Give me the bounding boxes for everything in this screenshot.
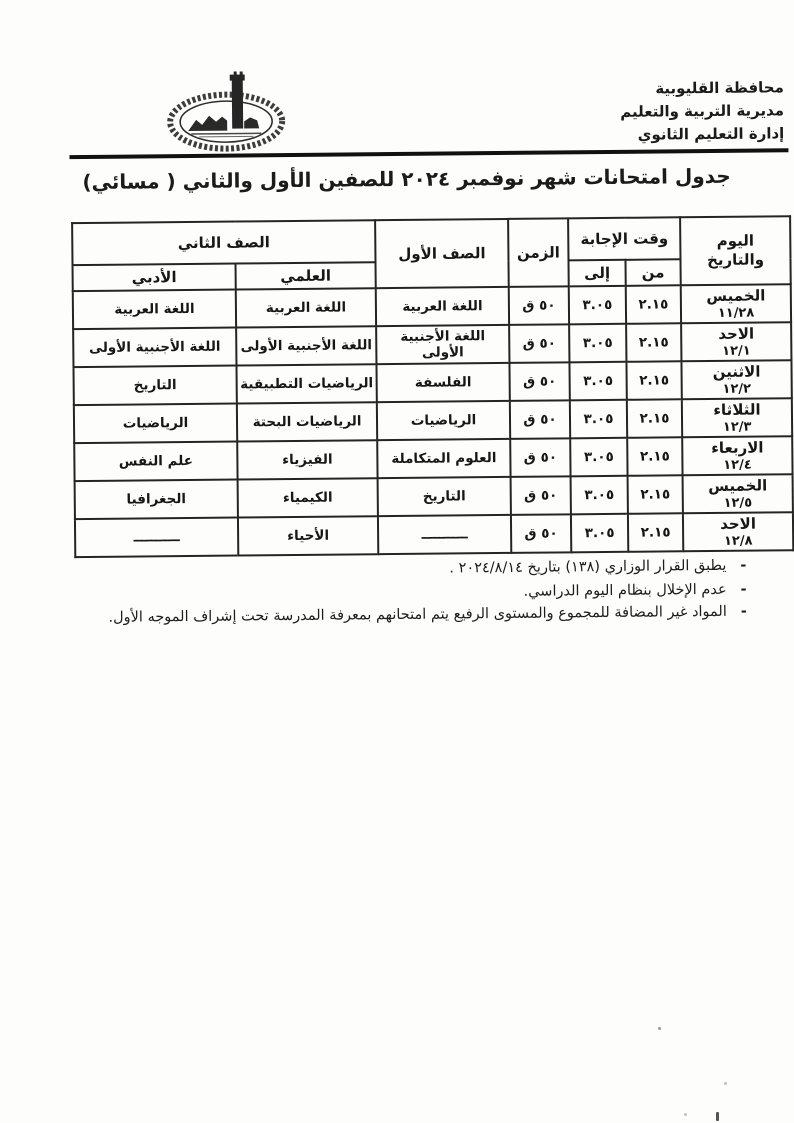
cell-subject-grade1: الرياضيات [377, 401, 510, 440]
cell-subject-scientific: الفيزياء [237, 440, 377, 479]
cell-subject-literary: اللغة العربية [73, 290, 236, 330]
cell-day-date [681, 360, 791, 399]
note-line [44, 556, 746, 583]
cell-time-to: ٣.٠٥ [570, 438, 627, 477]
cell-time-from: ٢.١٥ [626, 285, 681, 324]
col-header-literary: الأدبي [73, 264, 236, 292]
cell-subject-literary: علم النفس [74, 442, 237, 482]
cell-subject-grade1: اللغة العربية [376, 287, 509, 326]
cell-duration: ٥٠ ق [509, 324, 569, 363]
col-header-scientific: العلمي [236, 262, 376, 289]
emblem-graphic [161, 69, 294, 156]
cell-day-date [681, 322, 791, 361]
day-date: ١٢/٥ [723, 495, 753, 511]
table-row [75, 512, 793, 557]
cell-duration: ٥٠ ق [509, 362, 569, 401]
org-line-directorate: مديرية التربية والتعليم [620, 101, 785, 121]
scan-speck [716, 1112, 719, 1121]
day-name: الاربعاء [711, 437, 764, 457]
org-line-governorate: محافظة القليوبية [655, 78, 784, 98]
cell-subject-grade1-empty: ــــــــــ [378, 515, 511, 554]
cell-subject-grade1: التاريخ [378, 477, 511, 516]
cell-subject-scientific: الرياضيات البحتة [237, 402, 377, 441]
cell-subject-scientific: اللغة الأجنبية الأولى [236, 326, 376, 365]
note-dash: - [740, 581, 747, 598]
footer-notes [44, 556, 747, 631]
cell-time-from: ٢.١٥ [626, 361, 681, 400]
cell-subject-literary: الجغرافيا [75, 480, 238, 520]
day-name: الخميس [706, 285, 766, 305]
cell-duration: ٥٠ ق [511, 514, 571, 553]
governorate-emblem-icon [161, 69, 294, 156]
note-line [45, 602, 747, 629]
day-date: ١٢/٤ [723, 457, 752, 473]
document-title: جدول امتحانات شهر نوفمبر ٢٠٢٤ للصفين الأول والثاني ( مسائي) [82, 163, 731, 195]
cell-time-to: ٣.٠٥ [570, 400, 627, 439]
day-name: الثلاثاء [713, 400, 761, 419]
note-text-decree: يطبق القرار الوزاري (١٣٨) بتاريخ ٢٠٢٤/٨/١٤ . [449, 557, 727, 577]
cell-duration: ٥٠ ق [509, 286, 569, 325]
day-date: ١١/٢٨ [717, 305, 755, 321]
cell-subject-scientific: الرياضيات التطبيقية [236, 364, 376, 403]
day-name: الاحد [718, 324, 755, 343]
cell-subject-grade1: الفلسفة [376, 363, 509, 402]
note-text-school-day: عدم الإخلال بنظام اليوم الدراسي. [523, 581, 727, 600]
cell-subject-scientific: الأحياء [238, 516, 378, 555]
cell-time-to: ٣.٠٥ [571, 514, 628, 553]
org-line-administration: إدارة التعليم الثانوي [637, 124, 785, 144]
col-header-grade2: الصف الثاني [72, 220, 375, 265]
day-name: الاحد [720, 514, 757, 533]
cell-time-from: ٢.١٥ [627, 437, 682, 476]
cell-subject-grade1: اللغة الأجنبية الأولى [376, 325, 509, 364]
cell-subject-scientific: الكيمياء [238, 478, 378, 517]
cell-subject-grade1: العلوم المتكاملة [377, 439, 510, 478]
cell-time-to: ٣.٠٥ [571, 476, 628, 515]
day-name: الاثنين [712, 362, 761, 381]
note-dash: - [740, 557, 747, 574]
cell-duration: ٥٠ ق [510, 438, 570, 477]
cell-subject-literary: الرياضيات [74, 404, 237, 444]
day-date: ١٢/٣ [722, 419, 752, 435]
cell-day-date [683, 512, 793, 551]
cell-day-date [682, 398, 792, 437]
cell-subject-literary: التاريخ [73, 366, 236, 406]
exam-schedule-table [71, 215, 794, 558]
scan-speck [724, 1082, 727, 1085]
cell-subject-scientific: اللغة العربية [236, 288, 376, 327]
col-header-to: إلى [569, 260, 626, 287]
cell-day-date [682, 436, 792, 475]
cell-subject-literary-empty: ــــــــــ [75, 518, 238, 558]
cell-time-from: ٢.١٥ [628, 475, 683, 514]
col-header-duration: الزمن [508, 218, 569, 287]
cell-duration: ٥٠ ق [510, 400, 570, 439]
cell-day-date [683, 474, 793, 513]
scan-speck [684, 1113, 687, 1116]
org-header-block [620, 76, 785, 147]
col-header-from: من [626, 259, 681, 286]
day-date: ١٢/١ [722, 343, 751, 359]
cell-time-to: ٣.٠٥ [569, 362, 626, 401]
day-date: ١٢/٨ [723, 533, 753, 549]
cell-subject-literary: اللغة الأجنبية الأولى [73, 328, 236, 368]
scan-speck [658, 1027, 661, 1030]
col-header-day-date [680, 216, 791, 285]
note-text-extra-subjects: المواد غير المضافة للمجموع والمستوى الرفيع يتم امتحانهم بمعرفة المدرسة تحت إشراف الموجه الأول. [108, 603, 727, 626]
note-dash: - [740, 603, 747, 620]
cell-day-date [681, 284, 791, 323]
col-header-grade1: الصف الأول [375, 219, 509, 288]
cell-time-from: ٢.١٥ [628, 513, 683, 552]
col-header-day-date-label: اليوم والتاريخ [706, 231, 765, 270]
cell-time-to: ٣.٠٥ [569, 324, 626, 363]
cell-duration: ٥٠ ق [511, 476, 571, 515]
day-date: ١٢/٢ [722, 381, 752, 397]
cell-time-to: ٣.٠٥ [569, 286, 626, 325]
day-name: الخميس [708, 475, 768, 495]
cell-time-from: ٢.١٥ [627, 399, 682, 438]
col-header-answer-time: وقت الإجابة [568, 217, 680, 260]
cell-time-from: ٢.١٥ [626, 323, 681, 362]
